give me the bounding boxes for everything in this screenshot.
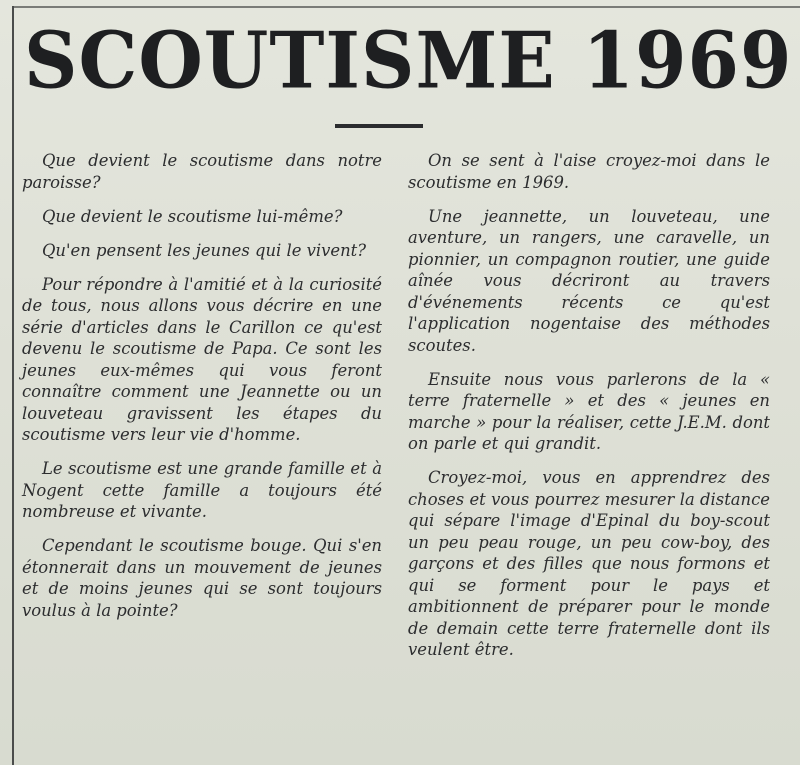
article-headline: SCOUTISME 1969 (24, 16, 793, 107)
left-border-rule (12, 6, 14, 765)
paragraph: Pour répondre à l'amitié et à la curiosité de tous, nous allons vous décrire en une série d'articles dans le Carillon ce qu'est devenu le scoutisme de Papa. Ce sont les jeunes eux-mêmes qui vous feront connaître comment une Jeannette ou un louveteau gravissent les étapes du scoutisme vers leur vie d'homme. (22, 274, 382, 444)
paragraph: Que devient le scoutisme dans notre paroisse? (22, 151, 382, 192)
paragraph: Une jeannette, un louveteau, une aventure, un rangers, une caravelle, un pionnier, un compagnon routier, une guide aînée vous décriront au travers d'événements récents ce qu'est l'application nogentaise des méthodes scoutes. (408, 206, 770, 355)
paragraph: Cependant le scoutisme bouge. Qui s'en étonnerait dans un mouvement de jeunes et de moins jeunes qui se sont toujours voulus à la pointe? (22, 536, 382, 620)
paragraph: On se sent à l'aise croyez-moi dans le scoutisme en 1969. (408, 151, 770, 192)
paragraph: Le scoutisme est une grande famille et à Nogent cette famille a toujours été nombreuse et vivante. (22, 459, 382, 521)
paragraph: Qu'en pensent les jeunes qui le vivent? (42, 240, 367, 260)
paragraph: Ensuite nous vous parlerons de la « terre fraternelle » et des « jeunes en marche » pour la réaliser, cette J.E.M. dont on parle et qui grandit. (408, 369, 770, 453)
left-column (22, 150, 382, 634)
right-column (408, 150, 770, 673)
top-border-rule (12, 6, 800, 8)
paragraph: Croyez-moi, vous en apprendrez des choses et vous pourrez mesurer la distance qui sépare l'image d'Epinal du boy-scout un peu peau rouge, un peu cow-boy, des garçons et des filles que nous formons et qui se forment pour le pays et ambitionnent de préparer pour le monde de demain cette terre fraternelle dont ils veulent être. (408, 468, 770, 659)
headline-divider (335, 124, 423, 128)
paragraph: Que devient le scoutisme lui-même? (42, 206, 343, 226)
